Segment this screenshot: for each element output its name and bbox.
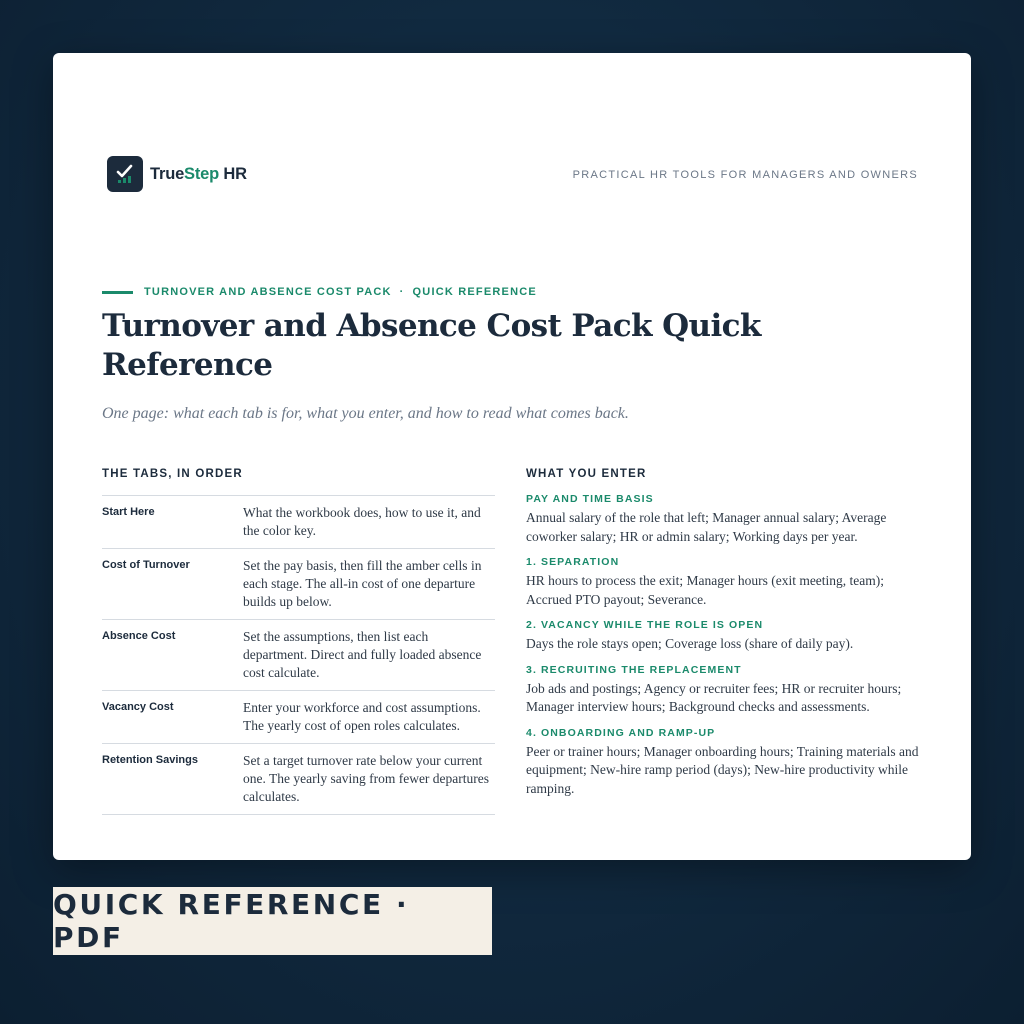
tab-description: Set the assumptions, then list each department. Direct and fully loaded absence cost calculate. (243, 629, 482, 680)
page-subtitle: One page: what each tab is for, what you enter, and how to read what comes back. (102, 405, 629, 422)
tab-name: Start Here (102, 506, 155, 518)
enter-group-body: Annual salary of the role that left; Manager annual salary; Average coworker salary; HR or admin salary; Working days per year. (526, 510, 887, 544)
table-row (102, 496, 495, 549)
tab-name: Cost of Turnover (102, 559, 190, 571)
tabs-table (102, 495, 495, 815)
tabs-heading: THE TABS, IN ORDER (102, 468, 243, 480)
format-badge: QUICK REFERENCE · PDF (53, 887, 492, 955)
tab-description: Enter your workforce and cost assumptions. The yearly cost of open roles calculates. (243, 700, 481, 733)
enter-group-heading: 1. SEPARATION (526, 556, 620, 568)
brand-name-part1: True (150, 164, 185, 183)
eyebrow-rule (102, 291, 133, 294)
enter-group-heading: 3. RECRUITING THE REPLACEMENT (526, 663, 742, 676)
table-row (102, 549, 495, 620)
tab-name: Vacancy Cost (102, 701, 174, 713)
eyebrow (102, 286, 537, 298)
enter-group-body: Peer or trainer hours; Manager onboarding hours; Training materials and equipment; New-hire ramp period (days); New-hire productivity while ramping. (526, 743, 919, 796)
brand-tagline: PRACTICAL HR TOOLS FOR MANAGERS AND OWNERS (572, 169, 918, 181)
tab-description: Set the pay basis, then fill the amber cells in each stage. The all-in cost of one departure builds up below. (243, 558, 482, 609)
eyebrow-left: TURNOVER AND ABSENCE COST PACK (144, 286, 392, 298)
table-row (102, 744, 495, 815)
brand-name-part3: HR (219, 164, 247, 183)
brand-name (150, 165, 247, 184)
tab-name: Retention Savings (102, 754, 198, 766)
enter-heading: WHAT YOU ENTER (526, 468, 647, 480)
checkmark-growth-icon (107, 156, 143, 192)
page-title: Turnover and Absence Cost Pack Quick Reference (102, 308, 761, 383)
enter-group-body: Job ads and postings; Agency or recruiter fees; HR or recruiter hours; Manager interview hours; Background checks and assessments. (526, 680, 902, 714)
enter-group-heading: 4. ONBOARDING AND RAMP-UP (526, 726, 716, 739)
enter-group-heading: 2. VACANCY WHILE THE ROLE IS OPEN (526, 619, 764, 631)
enter-group-body: HR hours to process the exit; Manager hours (exit meeting, team); Accrued PTO payout; Severance. (526, 573, 885, 607)
tab-name: Absence Cost (102, 630, 176, 642)
tab-description: Set a target turnover rate below your current one. The yearly saving from fewer departures calculates. (243, 753, 490, 804)
table-row (102, 620, 495, 691)
eyebrow-separator: · (399, 286, 405, 298)
enter-group-heading: PAY AND TIME BASIS (526, 493, 654, 505)
brand-name-accent: Step (184, 164, 220, 183)
eyebrow-right: QUICK REFERENCE (412, 286, 537, 298)
document-card (53, 53, 971, 860)
enter-group-body: Days the role stays open; Coverage loss (share of daily pay). (526, 636, 854, 651)
tab-description: What the workbook does, how to use it, and the color key. (243, 505, 481, 538)
brand-logo (107, 156, 247, 192)
enter-list (526, 493, 926, 798)
table-row (102, 691, 495, 744)
